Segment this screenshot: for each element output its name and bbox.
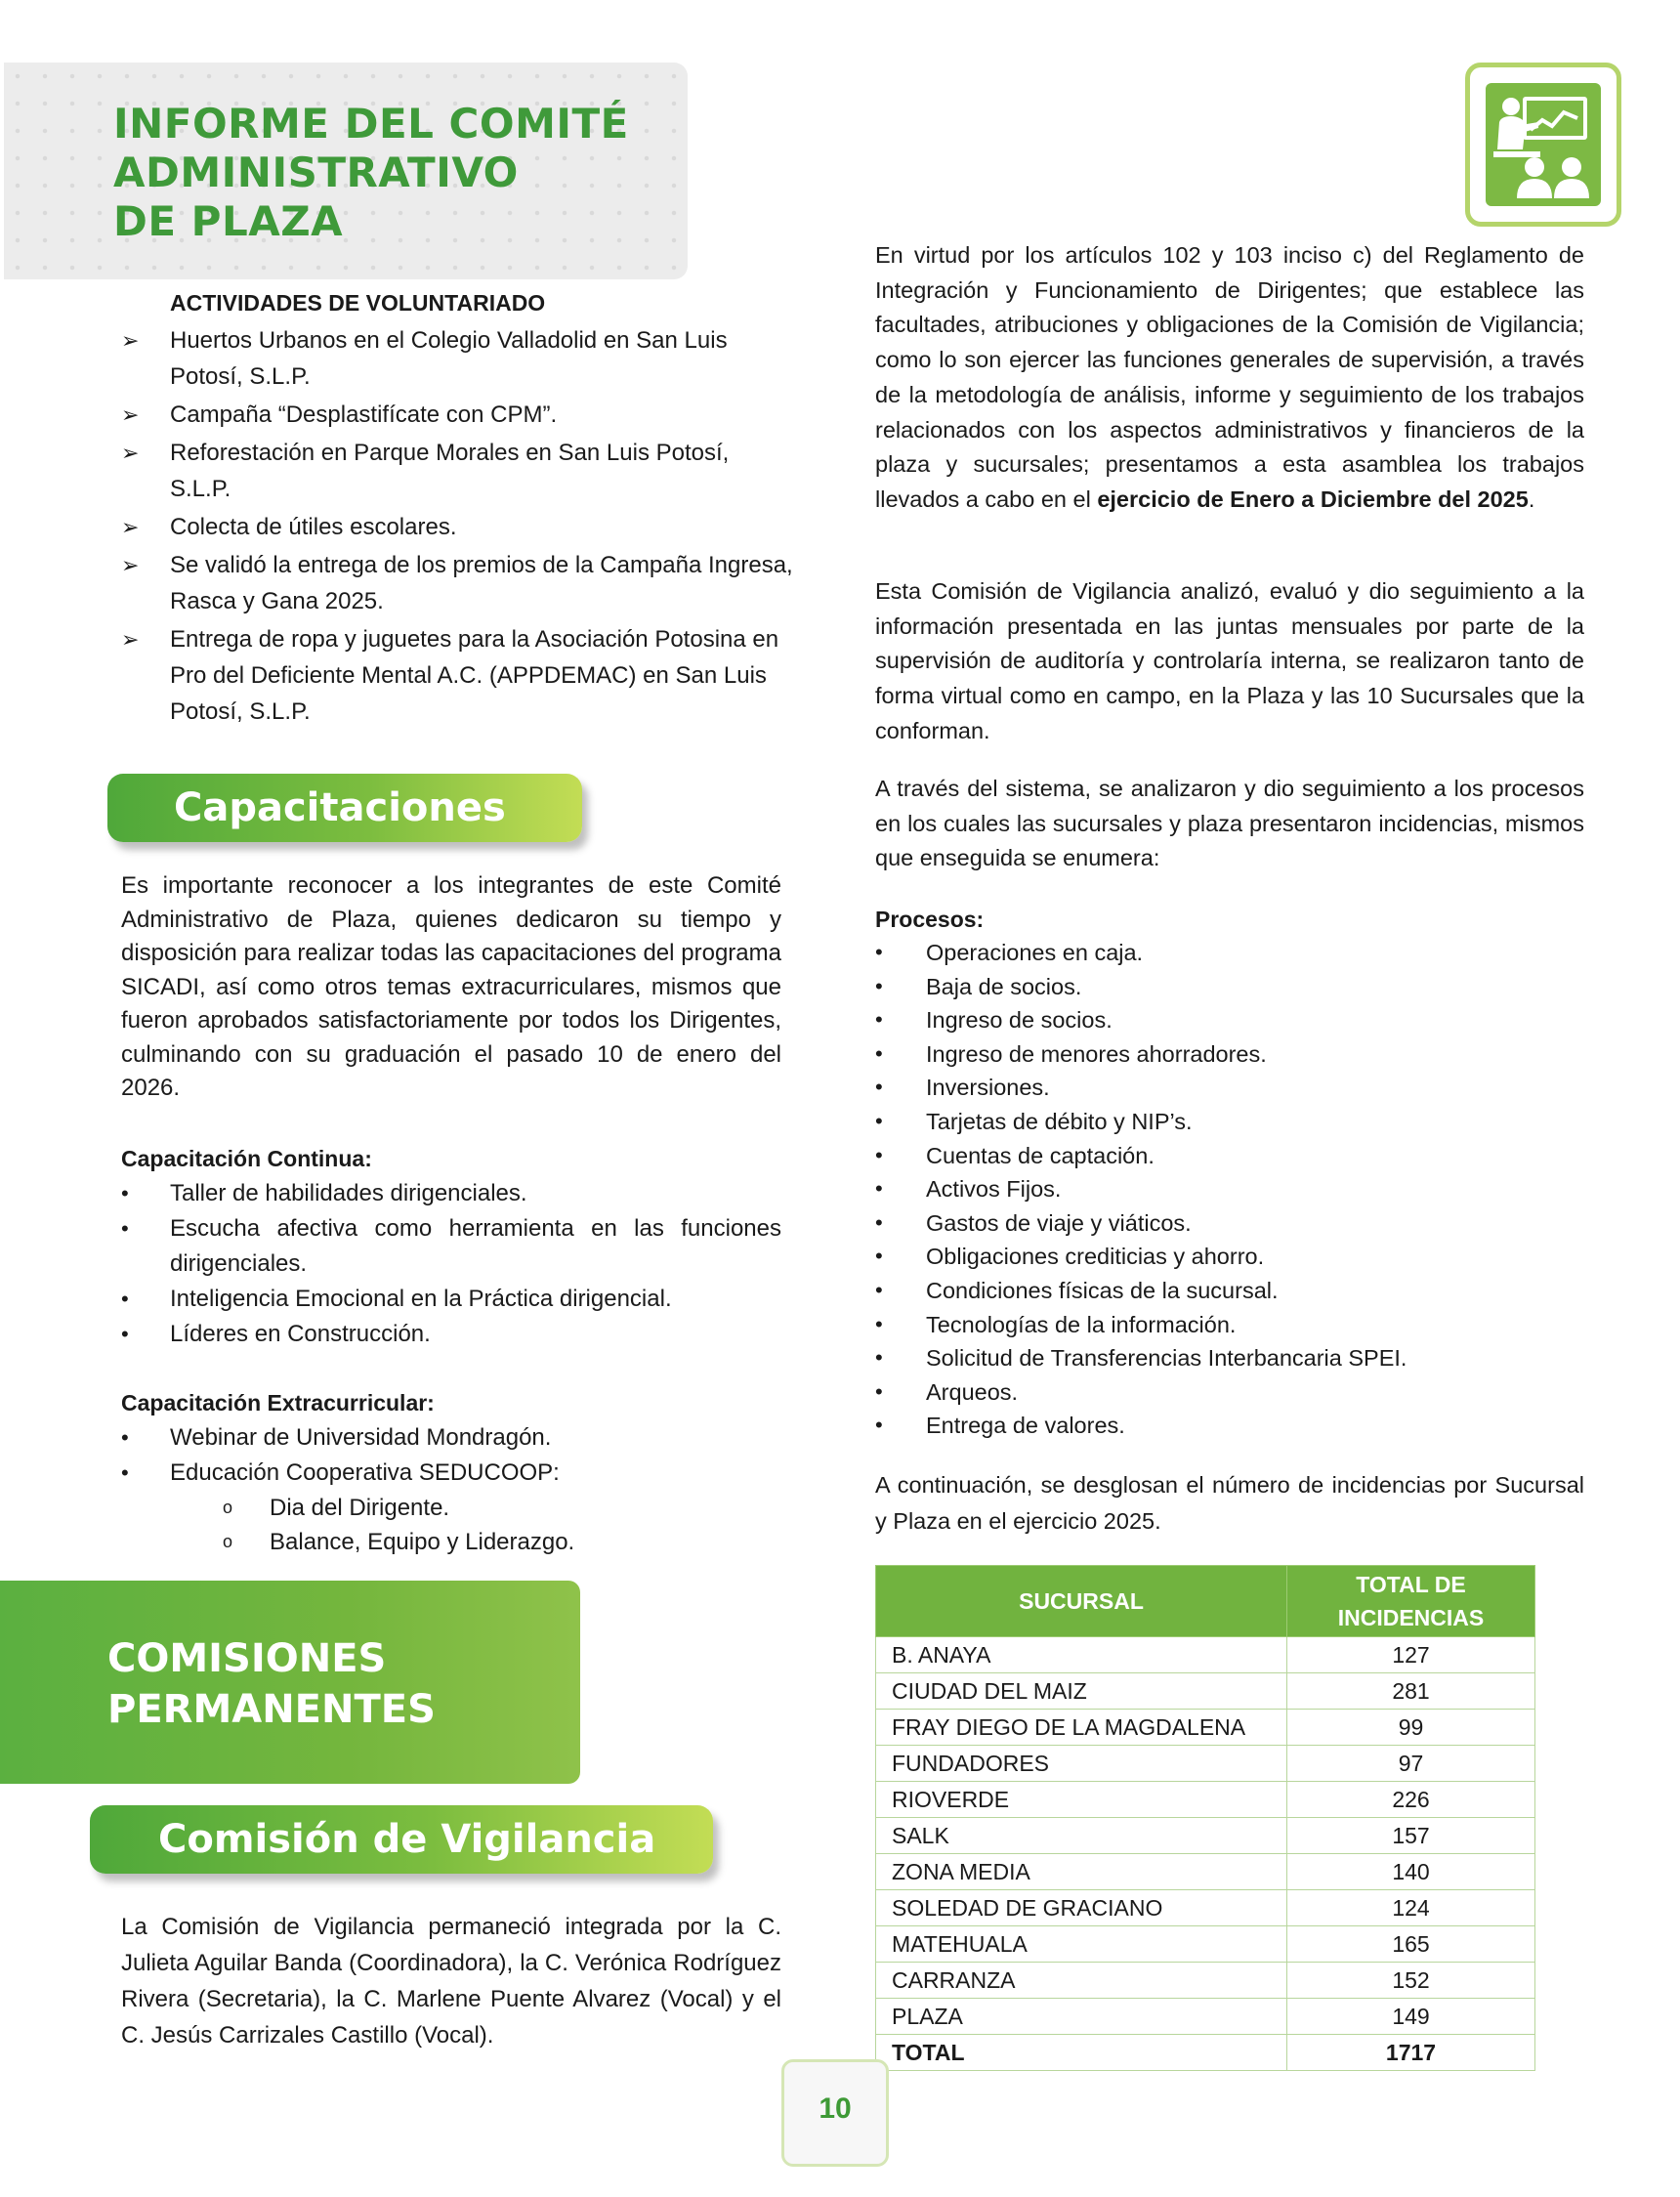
page-title-line-1: INFORME DEL COMITÉ (113, 100, 629, 148)
list-item-text: Campaña “Desplastifícate con CPM”. (170, 401, 558, 428)
list-item-text: Entrega de ropa y juguetes para la Asociación Potosina en Pro del Deficiente Mental A.C. (APPDEMAC) en San Luis Potosí, S.L.P. (170, 626, 779, 725)
column-header-sucursal: SUCURSAL (876, 1566, 1287, 1637)
bullet-icon: • (875, 1413, 883, 1438)
vigilancia-intro: La Comisión de Vigilancia permaneció integrada por la C. Julieta Aguilar Banda (Coordinadora), la C. Verónica Rodríguez Rivera (Secretaria), la C. Marlene Puente Alvarez (Vocal) y el C. Jesús Carrizales Castillo (Vocal). (121, 1914, 781, 2049)
table-header-row (876, 1566, 1535, 1637)
comisiones-title-line-2: PERMANENTES (107, 1687, 436, 1732)
comisiones-title (107, 1633, 436, 1735)
sucursal-cell: B. ANAYA (876, 1637, 1287, 1673)
bullet-icon: • (875, 1345, 883, 1371)
list-item-text: Inteligencia Emocional en la Práctica dirigencial. (170, 1285, 672, 1312)
list-item (875, 1409, 1584, 1443)
table-row (876, 1818, 1535, 1854)
bullet-icon: • (875, 1244, 883, 1269)
bullet-icon: • (875, 1040, 883, 1066)
list-item (875, 1274, 1584, 1308)
list-item-text: Taller de habilidades dirigenciales. (170, 1179, 527, 1206)
list-item (121, 1420, 781, 1456)
paragraph-bold-text: ejercicio de Enero a Diciembre del 2025 (1097, 486, 1529, 512)
list-item (875, 1206, 1584, 1241)
bullet-icon: • (875, 940, 883, 964)
list-item (121, 1176, 781, 1211)
incidencias-cell: 127 (1287, 1637, 1535, 1673)
capacitacion-extracurricular-heading: Capacitación Extracurricular: (121, 1389, 435, 1415)
list-item-text: Tarjetas de débito y NIP’s. (926, 1108, 1193, 1134)
table-row (876, 1637, 1535, 1673)
sucursal-cell: RIOVERDE (876, 1782, 1287, 1818)
page-number: 10 (781, 2059, 889, 2167)
sucursal-cell: FRAY DIEGO DE LA MAGDALENA (876, 1710, 1287, 1746)
bullet-icon: • (875, 973, 883, 998)
incidencias-cell: 157 (1287, 1818, 1535, 1854)
bullet-icon: • (875, 1007, 883, 1033)
bullet-icon: • (875, 1209, 883, 1235)
arrow-bullet-icon: ➢ (121, 441, 140, 465)
list-item-text: Cuentas de captación. (926, 1142, 1155, 1168)
capacitaciones-section-title: Capacitaciones (107, 774, 582, 842)
list-item (121, 621, 795, 730)
bullet-icon: • (875, 1108, 883, 1133)
incidencias-cell: 165 (1287, 1926, 1535, 1963)
list-item (121, 435, 795, 507)
list-item (875, 1037, 1584, 1072)
list-item-text: Condiciones físicas de la sucursal. (926, 1277, 1279, 1303)
list-item (875, 1308, 1584, 1342)
bullet-icon: • (875, 1378, 883, 1404)
voluntariado-list (121, 322, 795, 732)
incidencias-cell: 149 (1287, 1999, 1535, 2035)
table-row (876, 1999, 1535, 2035)
vigilancia-paragraph-3: A través del sistema, se analizaron y dio seguimiento a los procesos en los cuales las sucursales y plaza presentaron incidencias, mismos que enseguida se enumera: (875, 776, 1584, 871)
sucursal-cell: SOLEDAD DE GRACIANO (876, 1890, 1287, 1926)
incidencias-cell: 140 (1287, 1854, 1535, 1890)
total-value-cell: 1717 (1287, 2035, 1535, 2071)
bullet-icon: • (121, 1180, 129, 1205)
table-row (876, 1890, 1535, 1926)
paragraph-end: . (1528, 486, 1535, 512)
bullet-icon: • (875, 1176, 883, 1202)
vigilancia-section-title: Comisión de Vigilancia (90, 1805, 713, 1874)
sucursal-cell: FUNDADORES (876, 1746, 1287, 1782)
list-item-text: Escucha afectiva como herramienta en las funciones dirigenciales. (170, 1214, 781, 1277)
list-item-text: Baja de socios. (926, 973, 1082, 999)
list-item-text: Activos Fijos. (926, 1176, 1062, 1203)
vigilancia-paragraph-2: Esta Comisión de Vigilancia analizó, evaluó y dio seguimiento a la información presentada en las juntas mensuales por parte de la supervisión de auditoría y controlaría interna, se realizaron tanto de forma virtual como en campo, en la Plaza y las 10 Sucursales que la conforman. (875, 578, 1584, 743)
list-item-text: Reforestación en Parque Morales en San Luis Potosí, S.L.P. (170, 440, 730, 502)
list-item-text: Tecnologías de la información. (926, 1311, 1237, 1337)
list-item-text: Gastos de viaje y viáticos. (926, 1209, 1192, 1236)
page-title-line-2: ADMINISTRATIVO (113, 148, 519, 196)
total-label-cell: TOTAL (876, 2035, 1287, 2071)
arrow-bullet-icon: ➢ (121, 553, 140, 577)
arrow-bullet-icon: ➢ (121, 328, 140, 353)
sucursal-cell: MATEHUALA (876, 1926, 1287, 1963)
list-item-text: Balance, Equipo y Liderazgo. (270, 1528, 575, 1555)
comisiones-title-line-1: COMISIONES (107, 1636, 387, 1681)
list-item (121, 1491, 781, 1525)
list-item-text: Educación Cooperativa SEDUCOOP: (170, 1458, 560, 1486)
bullet-icon: • (121, 1459, 129, 1485)
list-item-text: Ingreso de menores ahorradores. (926, 1040, 1267, 1067)
sucursal-cell: CARRANZA (876, 1963, 1287, 1999)
incidencias-cell: 124 (1287, 1890, 1535, 1926)
voluntariado-heading: ACTIVIDADES DE VOLUNTARIADO (170, 290, 546, 316)
arrow-bullet-icon: ➢ (121, 402, 140, 427)
circle-bullet-icon: o (223, 1497, 233, 1517)
capacitaciones-body (121, 869, 781, 1559)
sucursal-cell: ZONA MEDIA (876, 1854, 1287, 1890)
list-item-text: Arqueos. (926, 1378, 1019, 1405)
list-item (875, 1071, 1584, 1105)
list-item (875, 1341, 1584, 1375)
bullet-icon: • (121, 1286, 129, 1311)
list-item (875, 1139, 1584, 1173)
list-item-text: Ingreso de socios. (926, 1007, 1113, 1034)
list-item (875, 970, 1584, 1004)
list-item-text: Huertos Urbanos en el Colegio Valladolid en San Luis Potosí, S.L.P. (170, 327, 728, 390)
table-row (876, 1746, 1535, 1782)
table-row (876, 1963, 1535, 1999)
table-row (876, 1926, 1535, 1963)
sucursal-cell: CIUDAD DEL MAIZ (876, 1673, 1287, 1710)
circle-bullet-icon: o (223, 1531, 233, 1551)
bullet-icon: • (875, 1277, 883, 1302)
list-item (121, 1211, 781, 1282)
sucursal-cell: SALK (876, 1818, 1287, 1854)
arrow-bullet-icon: ➢ (121, 627, 140, 652)
bullet-icon: • (875, 1075, 883, 1100)
bullet-icon: • (875, 1311, 883, 1336)
list-item (875, 1240, 1584, 1274)
list-item-text: Colecta de útiles escolares. (170, 514, 457, 540)
incidencias-cell: 97 (1287, 1746, 1535, 1782)
bullet-icon: • (121, 1321, 129, 1346)
table-row (876, 1673, 1535, 1710)
paragraph-text: En virtud por los artículos 102 y 103 inciso c) del Reglamento de Integración y Funcionamiento de Dirigentes; que establece las facultades, atribuciones y obligaciones de la Comisión de Vigilancia; como lo son ejercer las funciones generales de supervisión, a través de la metodología de análisis, informe y seguimiento de los trabajos relacionados con los aspectos administrativos y financieros de la plaza y sucursales; presentamos a esta asamblea los trabajos llevados a cabo en el (875, 242, 1584, 512)
capacitacion-continua-heading: Capacitación Continua: (121, 1145, 372, 1171)
capacitaciones-intro: Es importante reconocer a los integrantes de este Comité Administrativo de Plaza, quienes dedicaron su tiempo y disposición para realizar todas las capacitaciones del programa SICADI, así como otros temas extracurriculares, mismos que fueron aprobados satisfactoriamente por todos los Dirigentes, culminando con su graduación el pasado 10 de enero del 2026. (121, 872, 781, 1101)
list-item-text: Se validó la entrega de los premios de la Campaña Ingresa, Rasca y Gana 2025. (170, 552, 793, 614)
procesos-heading: Procesos: (875, 907, 985, 932)
list-item (121, 509, 795, 545)
list-item (875, 1172, 1584, 1206)
table-row (876, 1782, 1535, 1818)
table-total-row (876, 2035, 1535, 2071)
table-row (876, 1854, 1535, 1890)
list-item (121, 397, 795, 433)
incidencias-cell: 152 (1287, 1963, 1535, 1999)
logo-frame (1465, 63, 1621, 227)
desglose-paragraph: A continuación, se desglosan el número de incidencias por Sucursal y Plaza en el ejercicio 2025. (875, 1472, 1584, 1534)
vigilancia-paragraph-1 (875, 238, 1584, 518)
incidencias-cell: 99 (1287, 1710, 1535, 1746)
incidencias-table (875, 1565, 1535, 2071)
incidencias-cell: 281 (1287, 1673, 1535, 1710)
list-item-text: Webinar de Universidad Mondragón. (170, 1423, 552, 1451)
table-row (876, 1710, 1535, 1746)
list-item (121, 322, 795, 395)
list-item (121, 1317, 781, 1352)
list-item-text: Solicitud de Transferencias Interbancaria SPEI. (926, 1345, 1407, 1372)
list-item (121, 1456, 781, 1491)
list-item (121, 1525, 781, 1559)
page-title-line-3: DE PLAZA (113, 197, 344, 245)
list-item-text: Entrega de valores. (926, 1413, 1125, 1439)
bullet-icon: • (121, 1215, 129, 1241)
incidencias-cell: 226 (1287, 1782, 1535, 1818)
list-item (875, 1375, 1584, 1410)
seducoop-sublist (121, 1491, 781, 1559)
sucursal-cell: PLAZA (876, 1999, 1287, 2035)
list-item (875, 1105, 1584, 1139)
procesos-list (875, 936, 1584, 1443)
page-title (113, 100, 629, 246)
column-header-total: TOTAL DE INCIDENCIAS (1287, 1566, 1535, 1637)
presentation-teacher-icon (1486, 83, 1601, 206)
capacitacion-extracurricular-list (121, 1420, 781, 1491)
bullet-icon: • (875, 1142, 883, 1167)
arrow-bullet-icon: ➢ (121, 515, 140, 539)
list-item (121, 547, 795, 619)
list-item-text: Inversiones. (926, 1075, 1050, 1101)
list-item (875, 1003, 1584, 1037)
capacitacion-continua-list (121, 1176, 781, 1352)
list-item (121, 1282, 781, 1317)
list-item-text: Operaciones en caja. (926, 940, 1144, 965)
bullet-icon: • (121, 1424, 129, 1450)
list-item-text: Obligaciones crediticias y ahorro. (926, 1244, 1265, 1270)
list-item-text: Líderes en Construcción. (170, 1320, 431, 1347)
list-item (875, 936, 1584, 970)
list-item-text: Dia del Dirigente. (270, 1494, 450, 1521)
